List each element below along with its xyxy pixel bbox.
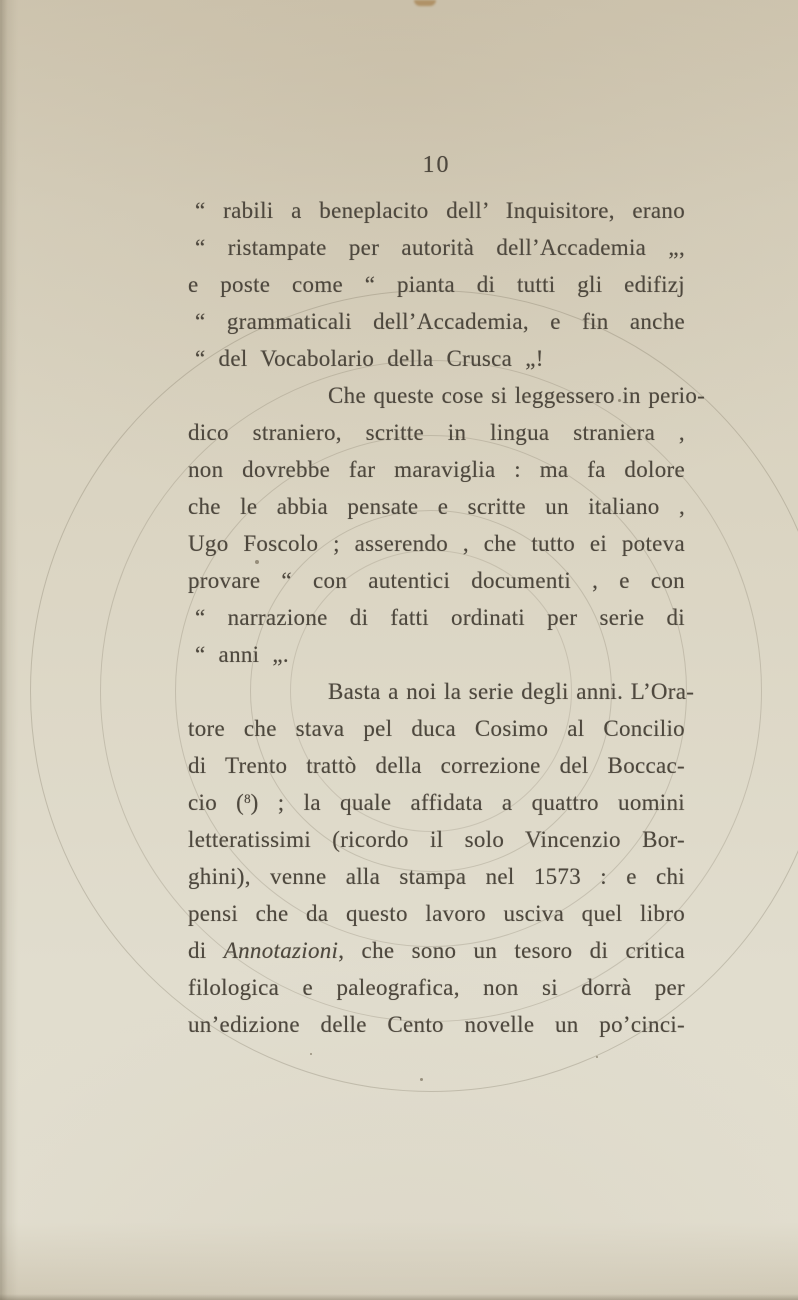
text-line: “ narrazione di fatti ordinati per serie di (195, 605, 685, 630)
text-line: “ del Vocabolario della Crusca „! (195, 346, 544, 371)
text-line: Basta a noi la serie degli anni. L’Ora- (328, 679, 695, 704)
text-line: letteratissimi (ricordo il solo Vincenzio Bor- (188, 827, 685, 852)
text-line: un’edizione delle Cento novelle un po’cinci- (188, 1012, 685, 1037)
text-line: che le abbia pensate e scritte un italiano , (188, 494, 685, 519)
text-line: filologica e paleografica, non si dorrà per (188, 975, 685, 1000)
text-line: e poste come “ pianta di tutti gli edifizj (188, 272, 685, 297)
text-line: dico straniero, scritte in lingua straniera , (188, 420, 685, 445)
text-line: Che queste cose si leggessero in perio- (328, 383, 706, 408)
text-line: non dovrebbe far maraviglia : ma fa dolore (188, 457, 685, 482)
text-line: provare “ con autentici documenti , e con (188, 568, 685, 593)
text-line: Ugo Foscolo ; asserendo , che tutto ei poteva (188, 531, 685, 556)
paper-speck (420, 1078, 423, 1081)
text-line: di Trento trattò della correzione del Boccac- (188, 753, 685, 778)
text-line: tore che stava pel duca Cosimo al Concilio (188, 716, 685, 741)
text-block (188, 192, 706, 1043)
paper-speck (310, 1053, 312, 1055)
text-line: ghini), venne alla stampa nel 1573 : e chi (188, 864, 685, 889)
text-line: cio ($^8$) ; la quale affidata a quattro uomini (188, 790, 685, 815)
page-number: 10 (422, 152, 451, 178)
top-edge-mark (414, 0, 436, 6)
page-bottom-edge (0, 1294, 798, 1300)
page-left-edge (0, 0, 18, 1300)
text-line: “ ristampate per autorità dell’Accademia „, (195, 235, 685, 260)
text-line: “ anni „. (195, 642, 289, 667)
text-line: “ rabili a beneplacito dell’ Inquisitore, erano (195, 198, 685, 223)
text-line: di Annotazioni, che sono un tesoro di critica (188, 938, 685, 963)
text-line: pensi che da questo lavoro usciva quel libro (188, 901, 685, 926)
paper-speck (596, 1056, 598, 1058)
text-line: “ grammaticali dell’Accademia, e fin anche (195, 309, 685, 334)
